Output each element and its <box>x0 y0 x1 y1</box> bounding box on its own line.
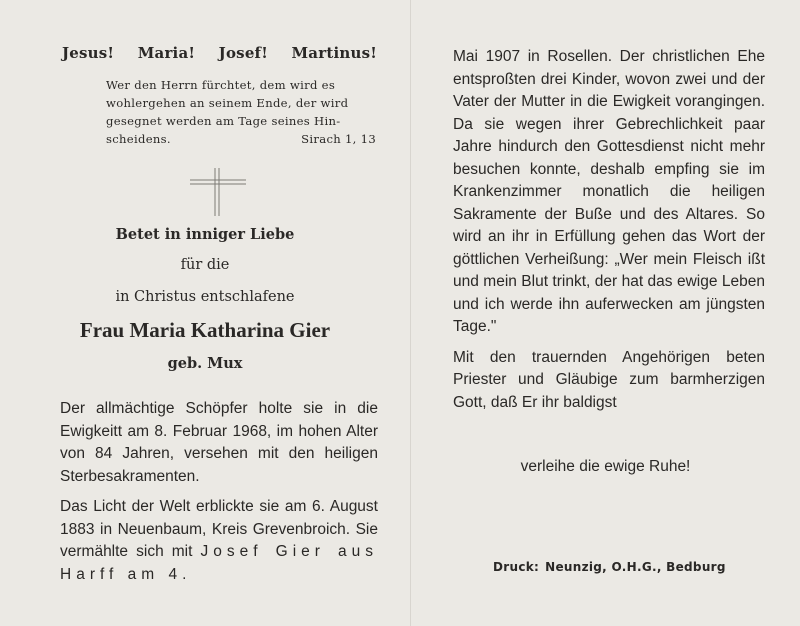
marriage-text: Josef Gier aus Harff am 4. <box>60 543 378 583</box>
name-martinus: Martinus! <box>291 44 377 62</box>
quote-source: Sirach 1, 13 <box>301 132 376 146</box>
prayer-line: Betet in inniger Liebe <box>115 226 295 243</box>
in-christ-line: in Christus entschlafene <box>115 289 295 305</box>
quote-line: gesegnet werden am Tage seines Hin- <box>106 114 341 128</box>
printer-name: Neunzig, O.H.G., Bedburg <box>545 560 726 574</box>
quote-line: scheidens. <box>106 132 171 146</box>
printer-label: Druck: <box>493 560 540 574</box>
right-page <box>411 0 800 626</box>
scripture-quote <box>106 76 376 148</box>
name-josef: Josef! <box>218 44 268 62</box>
quote-line: wohlergehen an seinem Ende, der wird <box>106 96 349 110</box>
biography-left <box>60 398 378 586</box>
name-jesus: Jesus! <box>62 44 115 62</box>
name-maria: Maria! <box>137 44 196 62</box>
deceased-name: Frau Maria Katharina Gier <box>79 318 331 342</box>
eternal-rest-line: verleihe die ewige Ruhe! <box>520 458 691 475</box>
birth-text: Das Licht der Welt erblickte sie am 6. August 1883 in Neuenbaum, Kreis Grevenbroich. Sie vermählte sich mit <box>60 498 378 560</box>
cross-icon <box>190 168 246 216</box>
death-paragraph: Der allmächtige Schöpfer holte sie in die Ewigkeitt am 8. Februar 1968, im hohen Alter von 84 Jahren, versehen mit den heiligen Sterbesakramenten. <box>60 400 378 485</box>
biography-right <box>453 46 765 414</box>
quote-line: Wer den Herrn fürchtet, dem wird es <box>106 78 336 92</box>
maiden-name: geb. Mux <box>167 355 243 372</box>
invocation-names <box>62 44 377 62</box>
printer-credit <box>493 560 753 574</box>
family-paragraph: Mai 1907 in Rosellen. Der christlichen Ehe entsproßten drei Kinder, wovon zwei und der Vater der Mutter in die Ewigkeit vorangingen. Da sie wegen ihrer Gebrechlichkeit paar Jahre hindurch den Gottesdienst nicht mehr besuchen konnte, deshalb empfing sie im Krankenzimmer monatlich die heiligen Sakramente der Buße und des Altares. So wird an ihr in Erfüllung gehen das Wort der göttlichen Verheißung: „Wer mein Fleisch ißt und mein Blut trinkt, der hat das ewige Leben und ich werde ihn auferwecken am jüngsten Tage." <box>453 48 765 335</box>
birth-paragraph <box>60 496 378 586</box>
for-line: für die <box>180 257 230 273</box>
prayer-paragraph: Mit den trauernden Angehörigen beten Priester und Gläubige zum barmherzigen Gott, daß Er ihr baldigst <box>453 348 765 411</box>
